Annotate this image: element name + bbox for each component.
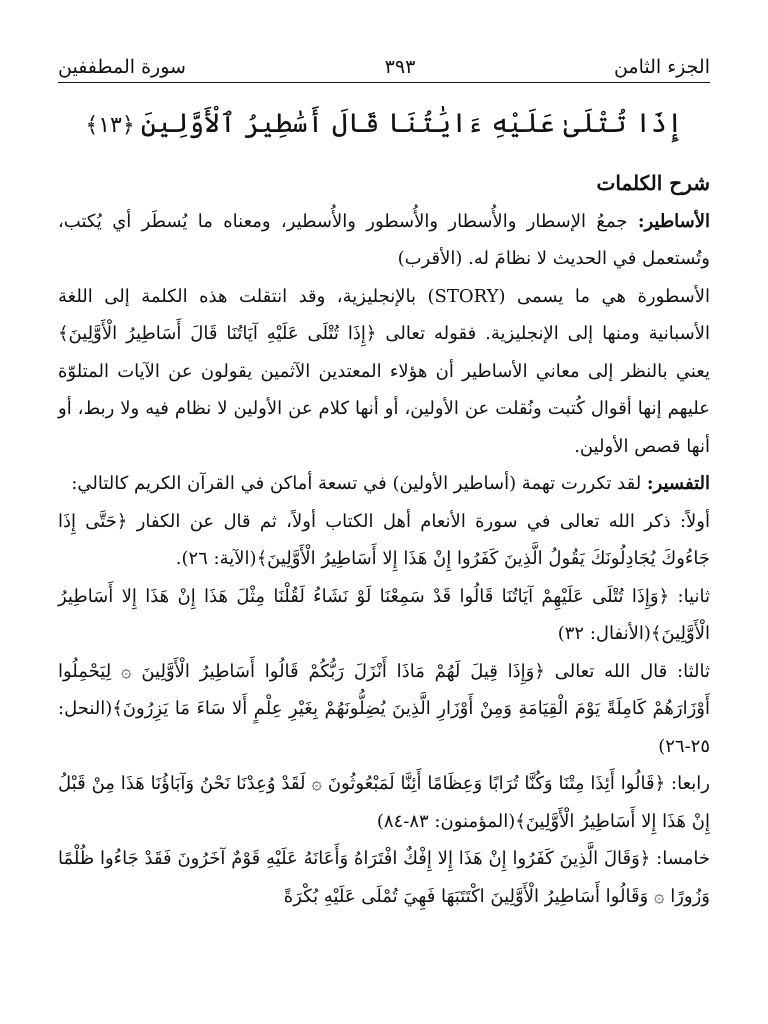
- paragraph: [58, 765, 710, 840]
- surah-label: سورة المطففين: [58, 56, 186, 78]
- paragraph-text: أولاً: ذكر الله تعالى في سورة الأنعام أهل الكتاب أولاً، ثم قال عن الكفار ﴿حَتَّى إِذَا جَاءُوكَ يُجَادِلُونَكَ يَقُولُ الَّذِينَ كَفَرُوا إِنْ هَذَا إِلا أَسَاطِيرُ الْأَوَّلِينَ﴾(الآية: ٢٦).: [58, 510, 710, 569]
- verse-number-mark: ﴿١٣﴾: [85, 113, 135, 138]
- paragraph-term: الأساطير:: [637, 210, 710, 232]
- paragraph-text: الأسطورة هي ما يسمى (STORY) بالإنجليزية، وقد انتقلت هذه الكلمة إلى اللغة الأسبانية ومنها إلى الإنجليزية. فقوله تعالى ﴿إِذَا تُتْلَى عَلَيْهِ آيَاتُنَا قَالَ أَسَاطِيرُ الْأَوَّلِينَ﴾ يعني بالنظر إلى معاني الأساطير أن هؤلاء المعتدين الآثمين يقولون عن الآيات المتلوّة عليهم إنها أقوال كُتبت ونُقلت عن الأولين، أو أنها كلام عن الأولين لا نظام فيه ولا ربط، أو أنها قصص الأولين.: [58, 285, 710, 457]
- part-label: الجزء الثامن: [613, 56, 710, 78]
- paragraph: [58, 578, 710, 653]
- page-number: ٣٩٣: [384, 56, 416, 78]
- paragraph: [58, 503, 710, 578]
- paragraph-text: لقد تكررت تهمة (أساطير الأولين) في تسعة أماكن في القرآن الكريم كالتالي:: [71, 473, 647, 494]
- verse-heading: [58, 102, 710, 148]
- paragraph-term: التفسير:: [646, 473, 710, 494]
- paragraph-text: ثانيا: ﴿وَإِذَا تُتْلَى عَلَيْهِمْ آيَاتُنَا قَالُوا قَدْ سَمِعْنَا لَوْ نَشَاءُ لَقُلْنَا مِثْلَ هَذَا إِنْ هَذَا إِلا أَسَاطِيرُ الْأَوَّلِينَ﴾(الأنفال: ٣٢): [58, 585, 710, 644]
- paragraph-text: رابعا: ﴿قَالُوا أَئِذَا مِتْنَا وَكُنَّا تُرَابًا وَعِظَامًا أَئِنَّا لَمَبْعُوثُونَ ۞ لَقَدْ وُعِدْنَا نَحْنُ وَآبَاؤُنَا هَذَا مِنْ قَبْلُ إِنْ هَذَا إِلا أَسَاطِيرُ الْأَوَّلِينَ﴾(المؤمنون: ٨٣-٨٤): [58, 773, 710, 832]
- paragraph: [58, 653, 710, 766]
- paragraph: [58, 203, 710, 278]
- paragraph-text: ثالثا: قال الله تعالى ﴿وَإِذَا قِيلَ لَهُمْ مَاذَا أَنْزَلَ رَبُّكُمْ قَالُوا أَسَاطِيرُ الْأَوَّلِينَ ۞ لِيَحْمِلُوا أَوْزَارَهُمْ كَامِلَةً يَوْمَ الْقِيَامَةِ وَمِنْ أَوْزَارِ الَّذِينَ يُضِلُّونَهُمْ بِغَيْرِ عِلْمٍ أَلا سَاءَ مَا يَزِرُونَ﴾(النحل: ٢٥-٢٦): [58, 660, 710, 757]
- page-content: [58, 165, 710, 915]
- verse-text: إِذَا تُتْلَىٰ عَلَيْهِ ءَايَٰتُنَا قَالَ أَسَٰطِيرُ ٱلْأَوَّلِينَ: [140, 108, 683, 139]
- page-header: [58, 52, 710, 83]
- paragraph-text: جمعُ الإسطار والأُسطار والأُسطور والأُسطير، ومعناه ما يُسطَر أي يُكتب، وتُستعمل في الحديث لا نظامَ له. (الأقرب): [58, 210, 710, 269]
- paragraph: [58, 465, 710, 503]
- paragraph: [58, 278, 710, 466]
- paragraph: [58, 840, 710, 915]
- section-title: شرح الكلمات: [596, 171, 710, 195]
- paragraph-text: خامسا: ﴿وَقَالَ الَّذِينَ كَفَرُوا إِنْ هَذَا إِلا إِفْكٌ افْتَرَاهُ وَأَعَانَهُ عَلَيْهِ قَوْمٌ آخَرُونَ فَقَدْ جَاءُوا ظُلْمًا وَزُورًا ۞ وَقَالُوا أَسَاطِيرُ الْأَوَّلِينَ اكْتَتَبَهَا فَهِيَ تُمْلَى عَلَيْهِ بُكْرَةً: [58, 848, 710, 907]
